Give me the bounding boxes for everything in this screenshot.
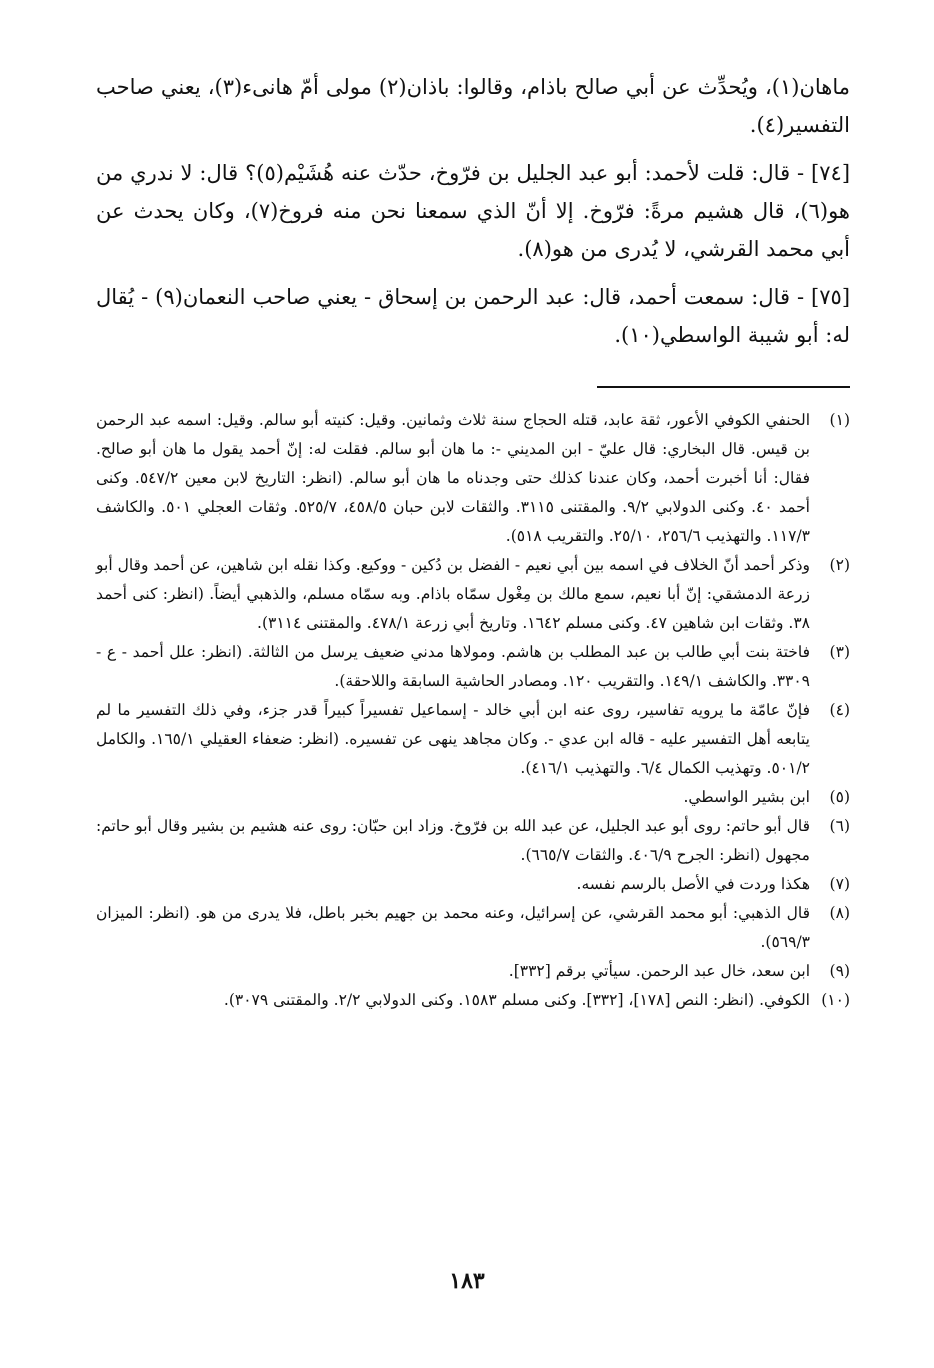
footnote-number: (٩) [829, 962, 850, 980]
footnote-10 [96, 986, 850, 1015]
footnote-text: الحنفي الكوفي الأعور، ثقة عابد، قتله الحجاج سنة ثلاث وثمانين. وقيل: كنيته أبو سالم. وقيل: اسمه عبد الرحمن بن قيس. قال البخاري: قال عليّ - ابن المديني -: ما هان أبو سالم. فقلت له: إنّ أحمد يقول ما هان أبو صالح. فقال: أنا أخبرت أحمد، وكان عندنا كذلك حتى وجدناه ما هان أبو سالم. (انظر: التاريخ لابن معين ٥٤٧/٢. وكنى أحمد ٤٠. وكنى الدولابي ٩/٢. والمقتنى ٣١١٥. والثقات لابن حبان ٤٥٨/٥، ٥٢٥/٧. وثقات العجلي ٥٠١. والكاشف ١١٧/٣. والتهذيب ٢٥٦/٦، ٢٥/١٠. والتقريب ٥١٨). [96, 411, 810, 545]
footnote-text: ابن سعد، خال عبد الرحمن. سيأتي برقم [٣٣٢]. [508, 962, 810, 980]
footnote-1 [96, 406, 850, 551]
footnote-text: الكوفي. (انظر: النص [١٧٨]، [٣٣٢]. وكنى مسلم ١٥٨٣. وكنى الدولابي ٢/٢. والمقتنى ٣٠٧٩). [223, 991, 810, 1009]
paragraph-75: [٧٥] - قال: سمعت أحمد، قال: عبد الرحمن بن إسحاق - يعني صاحب النعمان(٩) - يُقال له: أبو شيبة الواسطي(١٠). [96, 285, 851, 347]
page-number: ١٨٣ [449, 1268, 485, 1294]
footnote-number: (١٠) [821, 991, 850, 1009]
paragraph-74: [٧٤] - قال: قلت لأحمد: أبو عبد الجليل بن فرّوخ، حدّث عنه هُشَيْم(٥)؟ قال: لا ندري من هو(٦)، قال هشيم مرةً: فرّوخ. إلا أنّ الذي سمعنا نحن منه فروخ(٧)، وكان يحدث عن أبي محمد القرشي، لا يُدرى من هو(٨). [96, 161, 851, 261]
footnote-text: قال الذهبي: أبو محمد القرشي، عن إسرائيل، وعنه محمد بن جهيم بخبر باطل، فلا يدرى من هو. (انظر: الميزان ٥٦٩/٣). [96, 904, 810, 951]
footnote-5 [96, 783, 850, 812]
footnote-number: (٢) [829, 556, 850, 574]
footnote-3 [96, 638, 850, 696]
footnote-2 [96, 551, 850, 638]
footnote-4 [96, 696, 850, 783]
footnote-text: فإنّ عامّة ما يرويه تفاسير، روى عنه ابن أبي خالد - إسماعيل تفسيراً كبيراً قدر جزء، وفي ذلك التفسير ما لم يتابعه أهل التفسير عليه - قاله ابن عدي -. وكان مجاهد ينهى عن تفسيره. (انظر: ضعفاء العقيلي ١٦٥/١. والكامل ٥٠١/٢. وتهذيب الكمال ٦/٤. والتهذيب ٤١٦/١). [96, 701, 810, 777]
footnote-number: (٥) [829, 788, 850, 806]
footnote-9 [96, 957, 850, 986]
footnote-number: (١) [829, 411, 850, 429]
footnote-text: هكذا وردت في الأصل بالرسم نفسه. [576, 875, 810, 893]
footnote-number: (٣) [829, 643, 850, 661]
footnote-text: ابن بشير الواسطي. [683, 788, 810, 806]
footnote-text: وذكر أحمد أنّ الخلاف في اسمه بين أبي نعيم - الفضل بن دُكين - ووكيع. وكذا نقله ابن شاهين، عن أحمد وقال أبو زرعة الدمشقي: إنّ أبا نعيم، سمع مالك بن مِغْول سمّاه باذام. وبه سمّاه مسلم، والذهبي أيضاً. (انظر: كنى أحمد ٣٨. وثقات ابن شاهين ٤٧. وكنى مسلم ١٦٤٢. وتاريخ أبي زرعة ٤٧٨/١. والمقتنى ٣١١٤). [96, 556, 810, 632]
main-text [96, 68, 850, 364]
footnote-text: فاختة بنت أبي طالب بن عبد المطلب بن هاشم. ومولاها مدني ضعيف يرسل من الثالثة. (انظر: علل أحمد - ع - ٣٣٠٩. والكاشف ١٤٩/١. والتقريب ١٢٠. ومصادر الحاشية السابقة واللاحقة). [96, 643, 810, 690]
footnote-number: (٧) [829, 875, 850, 893]
footnote-number: (٤) [829, 701, 850, 719]
footnote-8 [96, 899, 850, 957]
footnotes [96, 406, 850, 1015]
footnote-number: (٦) [829, 817, 850, 835]
footnote-6 [96, 812, 850, 870]
footnote-separator [597, 386, 850, 388]
footnote-number: (٨) [829, 904, 850, 922]
footnote-7 [96, 870, 850, 899]
footnote-text: قال أبو حاتم: روى أبو عبد الجليل، عن عبد الله بن فرّوخ. وزاد ابن حبّان: روى عنه هشيم بن بشير وقال أبو حاتم: مجهول (انظر: الجرح ٤٠٦/٩. والثقات ٦٦٥/٧). [96, 817, 810, 864]
paragraph-continuation: ماهان(١)، ويُحدِّث عن أبي صالح باذام، وقالوا: باذان(٢) مولى أمّ هانىء(٣)، يعني صاحب التفسير(٤). [96, 75, 850, 137]
